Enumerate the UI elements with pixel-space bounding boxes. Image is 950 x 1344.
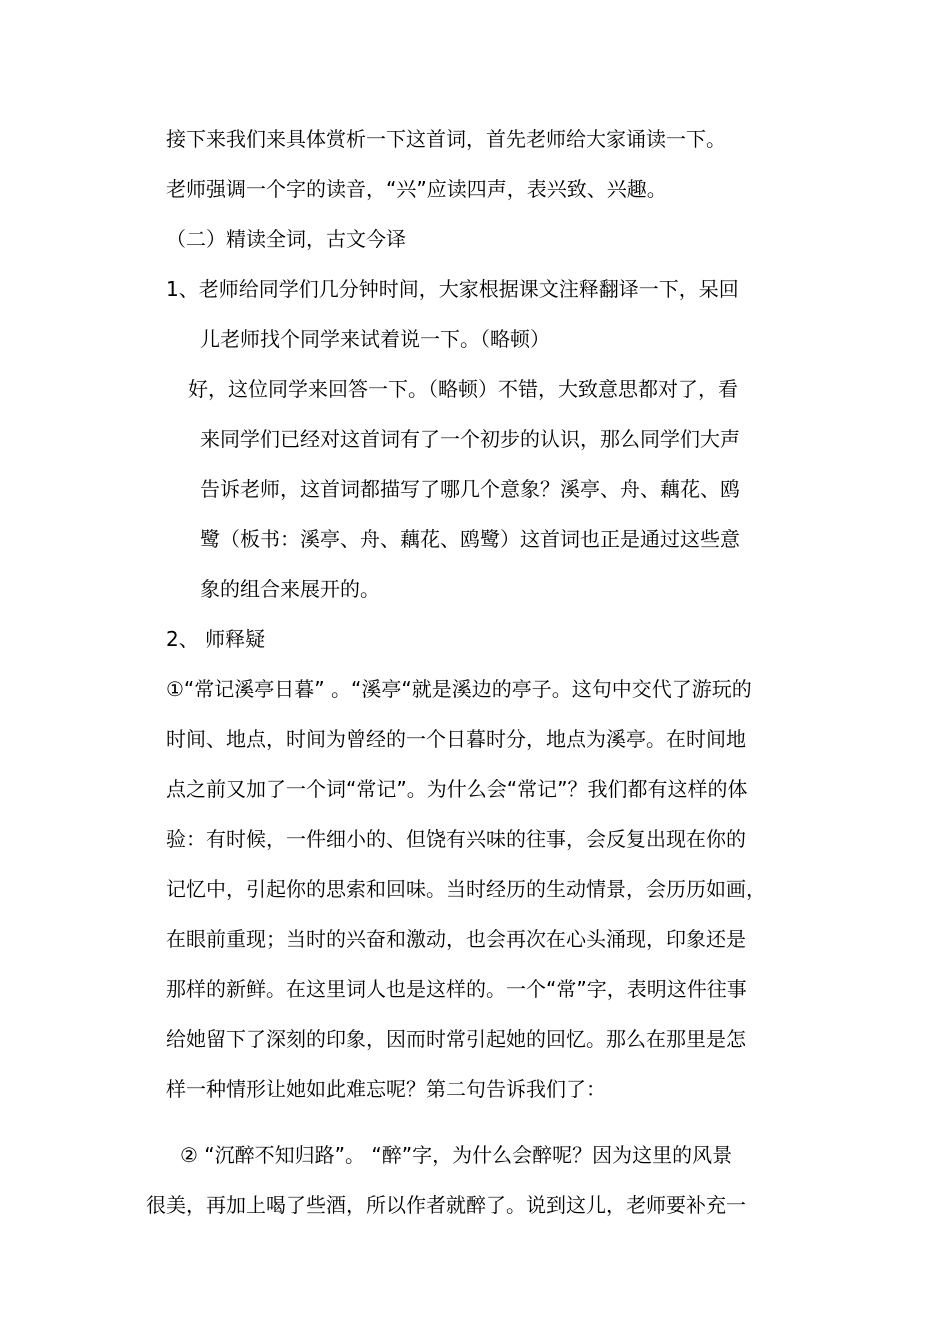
section-heading: 2、 师释疑 bbox=[166, 627, 266, 651]
text-line: 儿老师找个同学来试着说一下。（略顿） bbox=[200, 327, 550, 351]
text-line: 在眼前重现；当时的兴奋和激动，也会再次在心头涌现，印象还是 bbox=[166, 927, 746, 951]
text-line: ② “沉醉不知归路”。 “醉”字，为什么会醉呢？因为这里的风景 bbox=[180, 1143, 733, 1167]
text-line: 1、老师给同学们几分钟时间，大家根据课文注释翻译一下，呆回 bbox=[166, 277, 739, 301]
text-line: 很美，再加上喝了些酒，所以作者就醉了。说到这儿，老师要补充一 bbox=[146, 1193, 746, 1217]
text-line: 告诉老师，这首词都描写了哪几个意象？溪亭、舟、藕花、鸥 bbox=[200, 477, 740, 501]
text-line: 给她留下了深刻的印象，因而时常引起她的回忆。那么在那里是怎 bbox=[166, 1027, 746, 1051]
text-line: 验：有时候，一件细小的、但饶有兴味的往事，会反复出现在你的 bbox=[166, 827, 746, 851]
text-line: 记忆中，引起你的思索和回味。当时经历的生动情景，会历历如画， bbox=[166, 877, 766, 901]
text-line: ①“常记溪亭日暮” 。“溪亭“就是溪边的亭子。这句中交代了游玩的 bbox=[166, 677, 752, 701]
text-line: 时间、地点，时间为曾经的一个日暮时分，地点为溪亭。在时间地 bbox=[166, 727, 746, 751]
text-line: 接下来我们来具体赏析一下这首词，首先老师给大家诵读一下。 bbox=[166, 127, 726, 151]
text-line: 鹭（板书：溪亭、舟、藕花、鸥鹭）这首词也正是通过这些意 bbox=[200, 527, 740, 551]
text-line: 老师强调一个字的读音，“兴”应读四声，表兴致、兴趣。 bbox=[166, 177, 667, 201]
text-line: 好，这位同学来回答一下。（略顿）不错，大致意思都对了，看 bbox=[188, 377, 738, 401]
text-line: 来同学们已经对这首词有了一个初步的认识，那么同学们大声 bbox=[200, 427, 740, 451]
text-line: 象的组合来展开的。 bbox=[200, 577, 380, 601]
text-line: 样一种情形让她如此难忘呢？第二句告诉我们了： bbox=[166, 1077, 606, 1101]
text-line: 那样的新鲜。在这里词人也是这样的。一个“常”字，表明这件往事 bbox=[166, 977, 747, 1001]
section-heading: （二）精读全词，古文今译 bbox=[166, 227, 406, 251]
text-line: 点之前又加了一个词“常记”。为什么会“常记”？我们都有这样的体 bbox=[166, 777, 748, 801]
